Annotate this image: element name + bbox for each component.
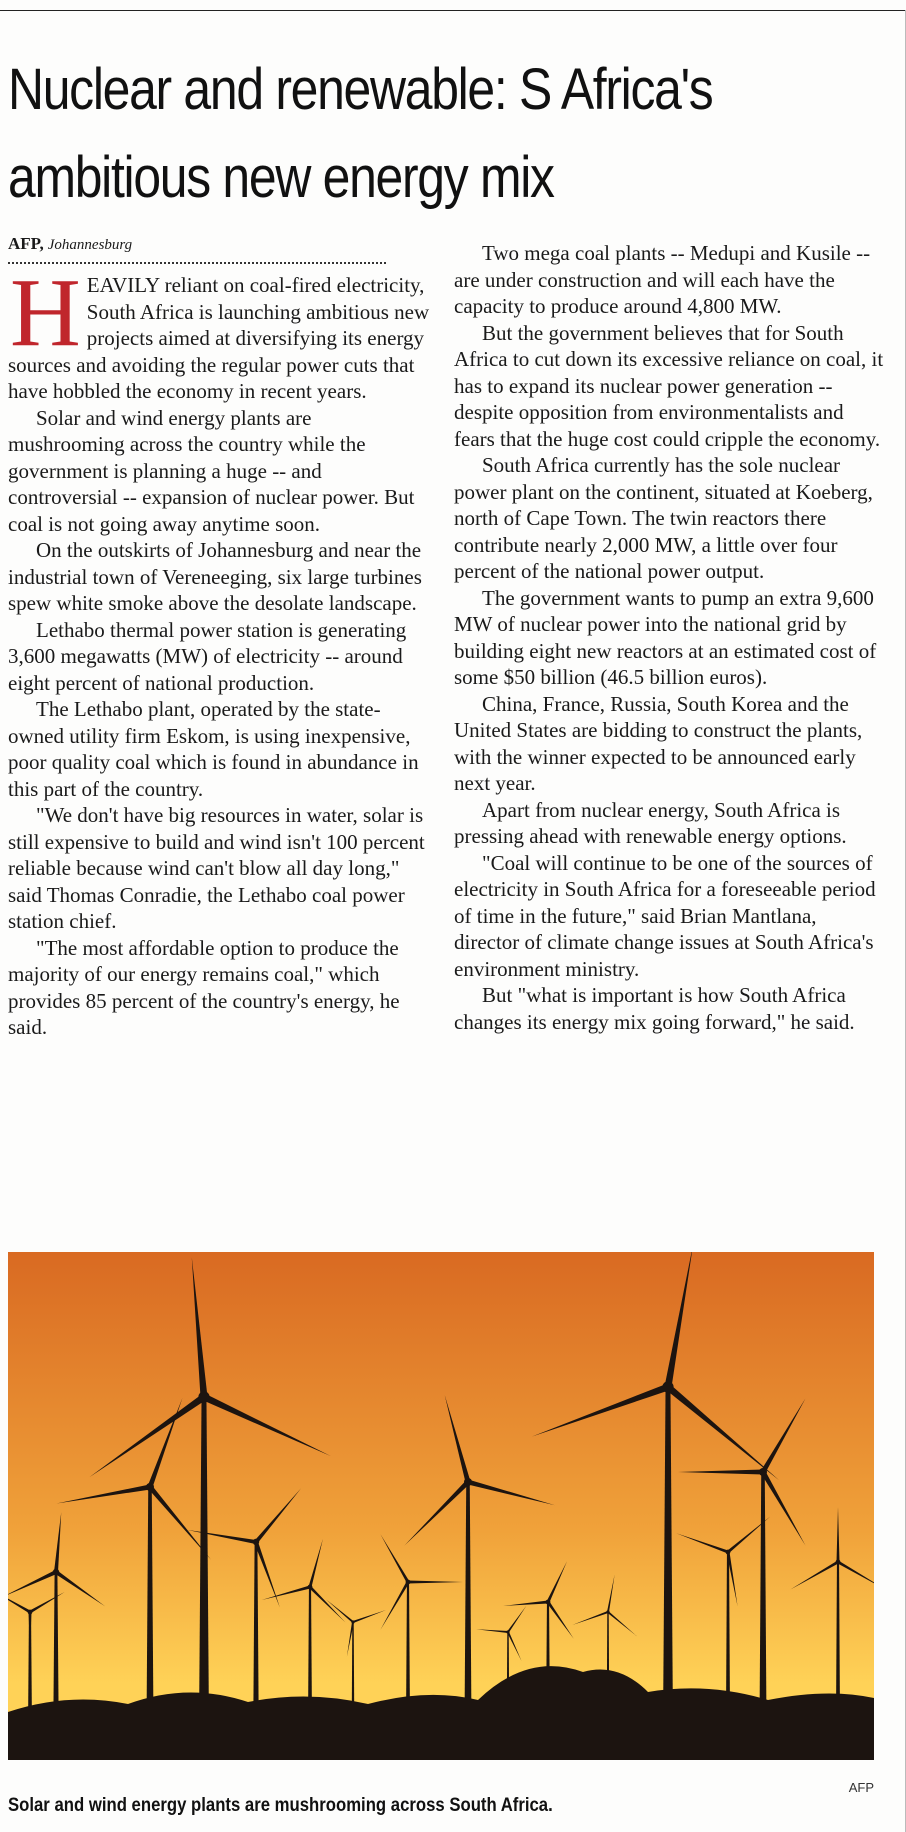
paragraph: "The most affordable option to produce the majority of our energy remains coal," which provides 85 percent of the country's energy, he said. [8,935,400,1039]
paragraph: But the government believes that for South Africa to cut down its excessive reliance on coal, it has to expand its nuclear power generation -- despite opposition from environmentalists and fears that the huge cost could cripple the economy. [454,320,884,451]
headline-line-2: ambitious new energy mix [8,145,554,210]
paragraph-text: EAVILY reliant on coal-fired electricity, South Africa is launching ambitious new projects aimed at diversifying its energy sources and avoiding the regular power cuts that have hobbled the economy in recent years. [8,273,430,403]
paragraph: Apart from nuclear energy, South Africa is pressing ahead with renewable energy options. [454,797,847,848]
paragraph: On the outskirts of Johannesburg and near the industrial town of Vereneeging, six large turbines spew white smoke above the desolate landscape. [8,538,422,615]
byline [8,234,433,258]
sunset-sky [8,1252,874,1760]
paragraph: Lethabo thermal power station is generating 3,600 megawatts (MW) of electricity -- around eight percent of national production. [8,617,407,695]
paragraph: "We don't have big resources in water, solar is still expensive to build and wind isn't 100 percent reliable because wind can't blow all day long," said Thomas Conradie, the Lethabo coal power station chief. [8,803,425,933]
byline-agency: AFP, [8,234,44,253]
paragraph: "Coal will continue to be one of the sources of electricity in South Africa for a foreseeable period of time in the future," said Brian Mantlana, director of climate change issues at South Africa's environment ministry. [454,850,876,981]
article-column-left [8,236,433,1041]
headline-line-1: Nuclear and renewable: S Africa's [8,57,713,122]
drop-cap: H [10,259,81,367]
photo-caption: Solar and wind energy plants are mushrooming across South Africa. [8,1795,553,1816]
paragraph: The Lethabo plant, operated by the state-owned utility firm Eskom, is using inexpensive, poor quality coal which is found in abundance in this part of the country. [8,697,419,801]
paragraph: China, France, Russia, South Korea and the United States are bidding to construct the plants, with the winner expected to be announced early next year. [454,691,863,795]
paragraph: But "what is important is how South Africa changes its energy mix going forward," he said. [454,983,855,1034]
paragraph: The government wants to pump an extra 9,600 MW of nuclear power into the national grid by building eight new reactors at an estimated cost of some $50 billion (46.5 billion euros). [454,585,877,689]
paragraph: Two mega coal plants -- Medupi and Kusile -- are under construction and will each have the capacity to produce around 4,800 MW. [454,241,871,318]
top-rule [0,10,906,11]
headline [8,46,773,222]
paragraph: Solar and wind energy plants are mushrooming across the country while the government is planning a huge -- and controversial -- expansion of nuclear power. But coal is not going away anytime soon. [8,405,415,536]
paragraph: South Africa currently has the sole nuclear power plant on the continent, situated at Koeberg, north of Cape Town. The twin reactors there contribute nearly 2,000 MW, a little over four percent of the national power output. [454,453,873,583]
wind-farm-photo [8,1252,874,1760]
wind-turbines-silhouette-image [8,1252,874,1760]
photo-credit: AFP [848,1780,874,1795]
article-column-right [454,240,886,1035]
paragraph [8,259,433,405]
byline-place: Johannesburg [47,237,133,253]
